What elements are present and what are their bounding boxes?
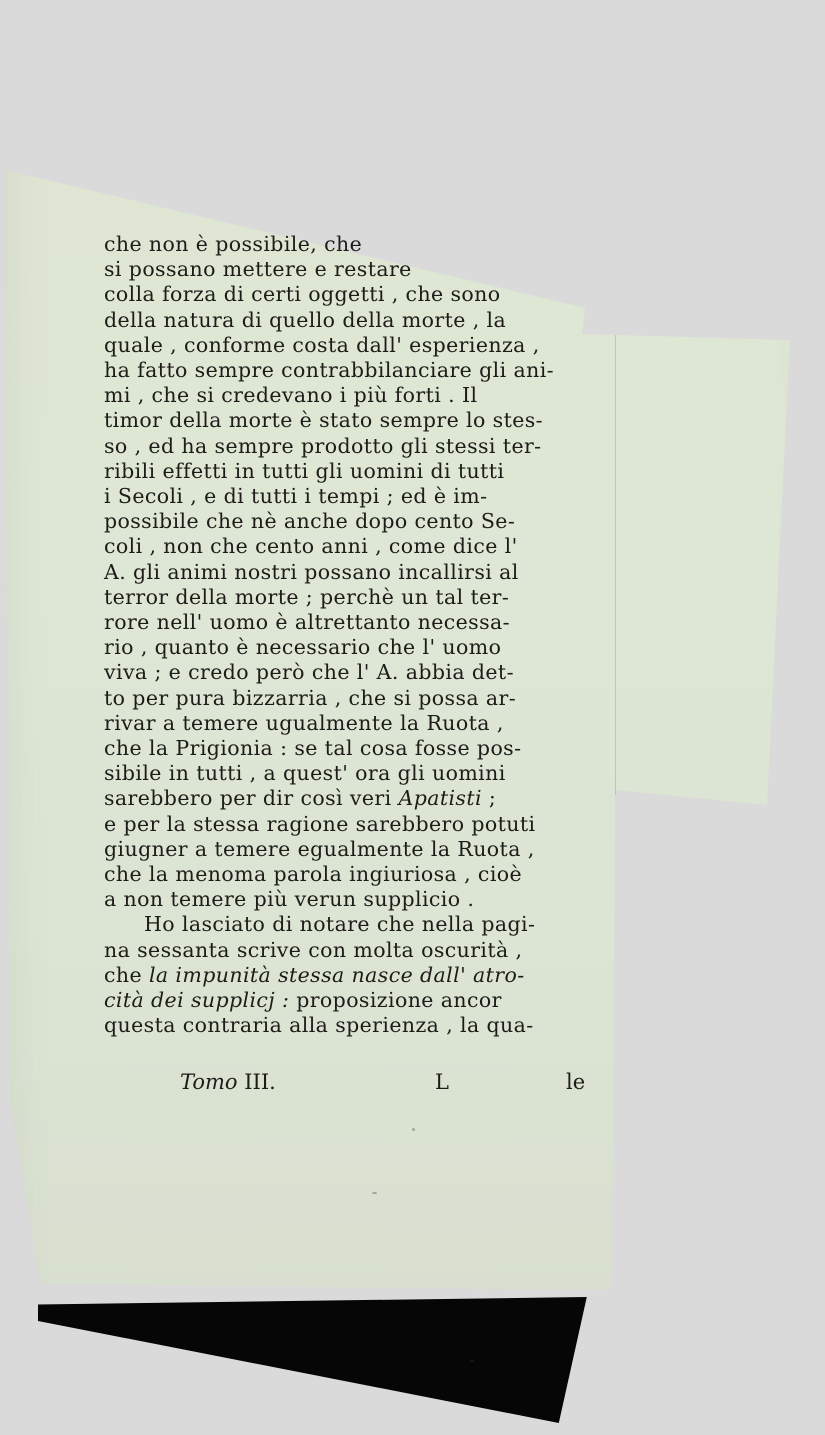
text-segment: quale , conforme costa dall' esperienza , <box>104 332 540 357</box>
text-line <box>104 610 616 635</box>
text-segment: proposizione ancor <box>296 988 502 1013</box>
paper-speck <box>372 1192 377 1194</box>
text-line <box>104 938 616 963</box>
catchword: le <box>566 1070 586 1094</box>
text-line <box>104 308 616 333</box>
text-line <box>104 786 616 811</box>
text-line <box>104 358 616 383</box>
text-segment: A. gli animi nostri possano incallirsi al <box>104 559 519 584</box>
text-line <box>104 509 616 534</box>
text-segment: sarebbero per dir così veri <box>104 786 399 811</box>
italic-text: la impunità stessa nasce dall' atro- <box>148 962 525 987</box>
text-line <box>104 484 616 509</box>
text-line <box>104 585 616 610</box>
volume-number: III. <box>244 1070 276 1094</box>
text-line <box>104 736 616 761</box>
page-footer <box>180 1070 600 1100</box>
text-line <box>104 560 616 585</box>
italic-text: Apatisti <box>398 786 482 811</box>
text-segment: rivar a temere ugualmente la Ruota , <box>104 710 504 735</box>
text-line <box>104 434 616 459</box>
text-line <box>104 282 616 307</box>
text-segment: mi , che si credevano i più forti . Il <box>104 383 478 408</box>
text-segment: ribili effetti in tutti gli uomini di tutti <box>104 458 505 483</box>
text-segment: che <box>104 962 149 987</box>
text-segment: che la menoma parola ingiuriosa , cioè <box>104 862 523 887</box>
text-line <box>104 686 616 711</box>
italic-text: cità dei supplicj : <box>104 988 297 1013</box>
text-segment: coli , non che cento anni , come dice l' <box>104 534 518 559</box>
text-segment: si possano mettere e restare <box>104 257 412 282</box>
text-segment: i Secoli , e di tutti i tempi ; ed è im- <box>104 484 488 509</box>
text-line <box>104 711 616 736</box>
text-line <box>104 912 616 937</box>
text-segment: e per la stessa ragione sarebbero potuti <box>104 811 536 836</box>
text-segment: ha fatto sempre contrabbilanciare gli ani- <box>104 358 554 383</box>
text-segment: na sessanta scrive con molta oscurità , <box>104 937 523 962</box>
text-segment: so , ed ha sempre prodotto gli stessi ter- <box>104 433 542 458</box>
text-line <box>104 383 616 408</box>
text-line <box>104 635 616 660</box>
text-line <box>104 333 616 358</box>
paper-speck <box>412 1128 415 1131</box>
text-segment: timor della morte è stato sempre lo stes- <box>104 408 544 433</box>
text-segment: della natura di quello della morte , la <box>104 307 507 332</box>
text-segment: a non temere più verun supplicio . <box>104 887 475 912</box>
text-segment: colla forza di certi oggetti , che sono <box>104 282 501 307</box>
text-segment: ; <box>481 786 497 811</box>
text-line <box>104 1013 616 1038</box>
text-segment: viva ; e credo però che l' A. abbia det- <box>104 660 514 685</box>
text-line <box>104 408 616 433</box>
text-segment: to per pura bizzarria , che si possa ar- <box>104 685 517 710</box>
volume-indicator <box>180 1070 276 1094</box>
text-line <box>104 862 616 887</box>
text-segment: Ho lasciato di notare che nella pagi- <box>144 912 536 937</box>
text-segment: sibile in tutti , a quest' ora gli uomini <box>104 761 506 786</box>
text-segment: rore nell' uomo è altrettanto necessa- <box>104 610 510 635</box>
text-line <box>104 963 616 988</box>
text-line <box>104 534 616 559</box>
text-segment: rio , quanto è necessario che l' uomo <box>104 635 502 660</box>
signature-mark: L <box>435 1070 449 1094</box>
text-line <box>104 459 616 484</box>
text-line <box>104 232 616 257</box>
text-segment: giugner a temere egualmente la Ruota , <box>104 836 535 861</box>
text-line <box>104 988 616 1013</box>
text-segment: che non è possibile, che <box>104 232 363 256</box>
text-segment: terror della morte ; perchè un tal ter- <box>104 584 510 609</box>
text-segment: questa contraria alla sperienza , la qua- <box>104 1013 534 1038</box>
text-line <box>104 257 616 282</box>
text-line <box>104 837 616 862</box>
paper-speck <box>470 1360 474 1362</box>
text-line <box>104 887 616 912</box>
text-segment: che la Prigionia : se tal cosa fosse pos- <box>104 736 522 761</box>
text-line <box>104 812 616 837</box>
volume-label: Tomo <box>180 1070 238 1094</box>
text-line <box>104 660 616 685</box>
page-body-text <box>104 232 616 1039</box>
text-segment: possibile che nè anche dopo cento Se- <box>104 509 516 534</box>
text-line <box>104 761 616 786</box>
